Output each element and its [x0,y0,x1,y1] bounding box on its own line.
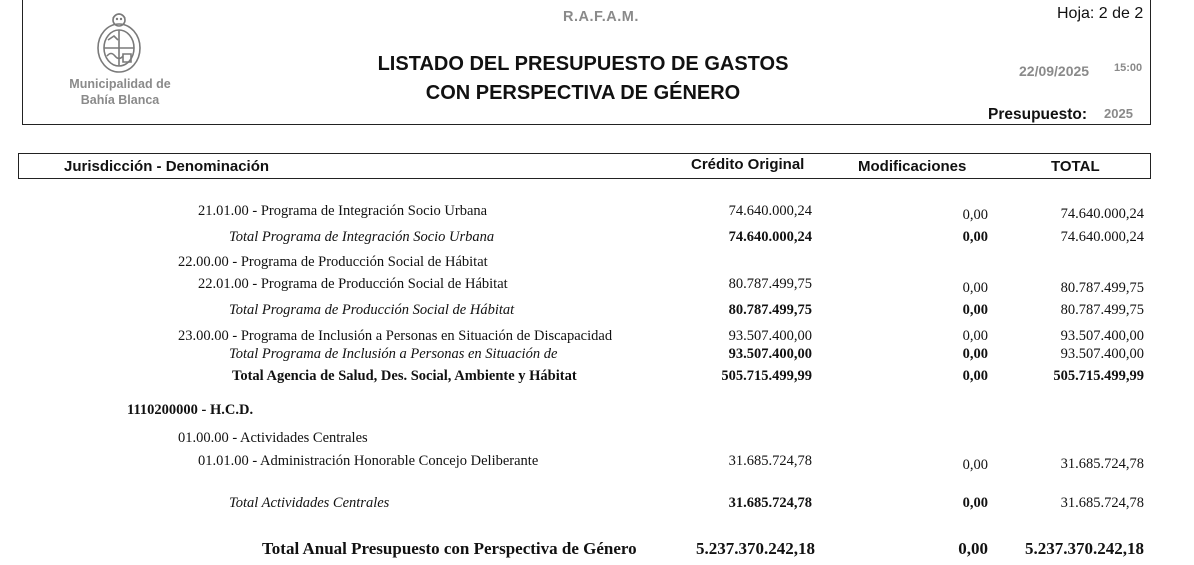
table-cell-original: 505.715.499,99 [721,368,812,384]
grand-total-original: 5.237.370.242,18 [696,539,815,558]
table-cell-original: 80.787.499,75 [728,276,812,292]
organization-name: Municipalidad de Bahía Blanca [69,77,171,107]
table-cell-modifications: 0,00 [962,328,988,344]
system-name: R.A.F.A.M. [563,9,639,25]
table-cell-original: 80.787.499,75 [728,302,812,318]
table-cell-total: 74.640.000,24 [1060,206,1144,222]
municipal-coat-of-arms-icon [88,6,150,76]
table-cell-modifications: 0,00 [962,207,988,223]
column-header-jurisdiction: Jurisdicción - Denominación [64,158,270,175]
table-cell-modifications: 0,00 [962,368,988,384]
table-cell-modifications: 0,00 [962,280,988,296]
table-cell-total: 74.640.000,24 [1060,229,1144,245]
table-cell-original: 31.685.724,78 [728,495,812,511]
budget-label: Presupuesto: [988,106,1088,123]
report-title [330,50,836,108]
table-row-label: Total Actividades Centrales [229,495,390,511]
column-header-modifications: Modificaciones [858,158,967,175]
grand-total-label: Total Anual Presupuesto con Perspectiva de Género [262,539,637,558]
table-row-label: Total Programa de Integración Socio Urbana [229,229,495,245]
table-cell-original: 74.640.000,24 [728,229,812,245]
budget-year: 2025 [1104,106,1133,121]
report-time: 15:00 [1114,62,1143,74]
table-row-label: 01.00.00 - Actividades Centrales [178,430,368,446]
table-cell-original: 74.640.000,24 [728,203,812,219]
table-cell-original: 31.685.724,78 [728,453,812,469]
page-indicator: Hoja: 2 de 2 [1057,5,1144,22]
report-title-line-1: LISTADO DEL PRESUPUESTO DE GASTOS [377,53,789,75]
table-row-label: 1110200000 - H.C.D. [127,402,254,418]
table-cell-total: 80.787.499,75 [1060,302,1144,318]
table-cell-original: 93.507.400,00 [728,346,812,362]
table-cell-total: 31.685.724,78 [1060,495,1144,511]
table-row-label: 22.00.00 - Programa de Producción Social de Hábitat [178,254,488,270]
table-row-label: 22.01.00 - Programa de Producción Social de Hábitat [198,276,508,292]
report-date: 22/09/2025 [1019,63,1090,79]
table-cell-total: 505.715.499,99 [1053,368,1144,384]
table-cell-modifications: 0,00 [962,346,988,362]
column-header-original: Crédito Original [691,156,805,173]
table-row-label: 23.00.00 - Programa de Inclusión a Personas en Situación de Discapacidad [178,328,613,344]
table-row-label: Total Agencia de Salud, Des. Social, Ambiente y Hábitat [232,368,577,384]
table-row-label: Total Programa de Inclusión a Personas en Situación de [229,346,558,362]
table-cell-modifications: 0,00 [962,302,988,318]
table-cell-total: 93.507.400,00 [1060,346,1144,362]
table-cell-original: 93.507.400,00 [728,328,812,344]
table-cell-modifications: 0,00 [962,457,988,473]
table-row-label: Total Programa de Producción Social de Hábitat [229,302,515,318]
report-title-line-2: CON PERSPECTIVA DE GÉNERO [425,82,741,104]
grand-total-total: 5.237.370.242,18 [1025,539,1144,558]
table-row-label: 01.01.00 - Administración Honorable Concejo Deliberante [198,453,539,469]
column-header-total: TOTAL [1051,158,1100,175]
table-cell-modifications: 0,00 [962,495,988,511]
table-row-label: 21.01.00 - Programa de Integración Socio Urbana [198,203,488,219]
table-cell-total: 31.685.724,78 [1060,456,1144,472]
table-cell-modifications: 0,00 [962,229,988,245]
table-cell-total: 93.507.400,00 [1060,328,1144,344]
grand-total-modifications: 0,00 [958,539,988,558]
table-cell-total: 80.787.499,75 [1060,280,1144,296]
